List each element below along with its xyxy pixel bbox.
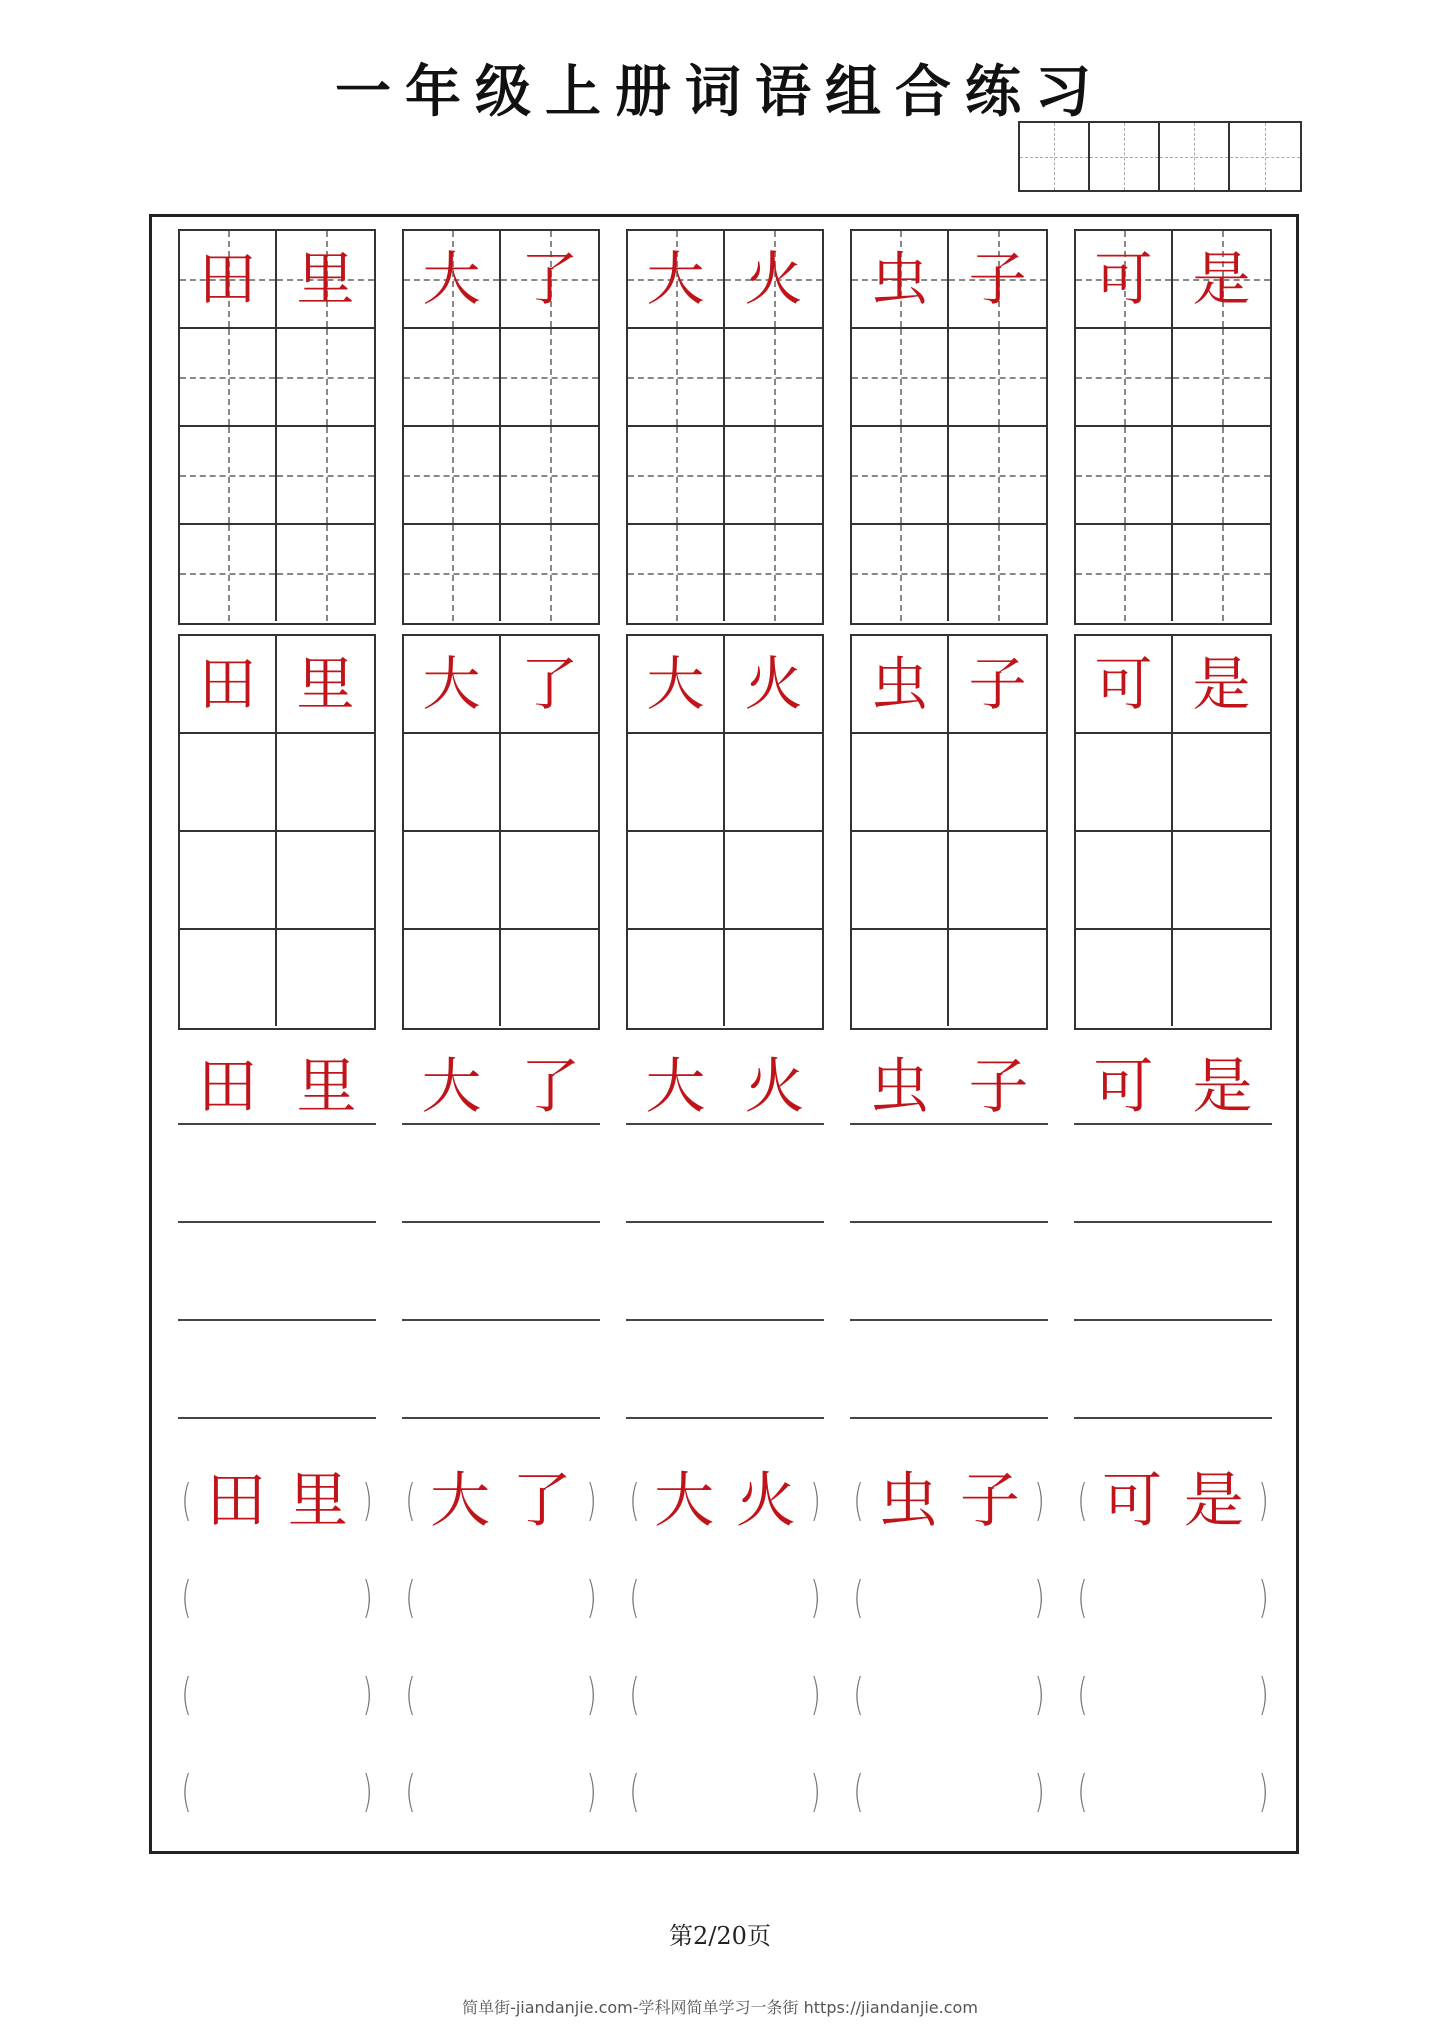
example-cell bbox=[949, 231, 1046, 327]
bracket-group bbox=[402, 1452, 600, 1840]
example-cell bbox=[1076, 636, 1173, 732]
writing-cell[interactable] bbox=[180, 329, 277, 425]
writing-cell[interactable] bbox=[1173, 329, 1270, 425]
example-cell bbox=[180, 636, 277, 732]
practice-row bbox=[180, 930, 374, 1028]
writing-line[interactable] bbox=[178, 1223, 376, 1321]
practice-row bbox=[1076, 930, 1270, 1028]
word-char: 了 bbox=[511, 1465, 572, 1536]
example-cell bbox=[725, 636, 822, 732]
writing-line[interactable] bbox=[1074, 1223, 1272, 1321]
writing-cell[interactable] bbox=[1076, 525, 1173, 621]
left-paren: ( bbox=[181, 1668, 192, 1720]
example-bracket-row bbox=[178, 1452, 376, 1549]
example-cell bbox=[628, 231, 725, 327]
writing-cell[interactable] bbox=[628, 832, 725, 928]
word-char: 可 bbox=[1094, 650, 1153, 718]
word-char: 大 bbox=[422, 650, 481, 718]
word-char: 虫 bbox=[870, 245, 929, 313]
example-cell bbox=[277, 636, 374, 732]
underline-group bbox=[402, 1045, 600, 1419]
writing-cell[interactable] bbox=[1076, 329, 1173, 425]
writing-cell[interactable] bbox=[628, 734, 725, 830]
writing-cell[interactable] bbox=[277, 734, 374, 830]
writing-cell[interactable] bbox=[628, 427, 725, 523]
practice-row bbox=[628, 525, 822, 623]
word-char: 里 bbox=[296, 650, 355, 718]
writing-cell[interactable] bbox=[404, 427, 501, 523]
writing-line[interactable] bbox=[1074, 1125, 1272, 1223]
writing-bracket-row[interactable] bbox=[178, 1646, 376, 1743]
example-cell bbox=[1076, 231, 1173, 327]
left-paren: ( bbox=[181, 1571, 192, 1623]
example-row bbox=[180, 636, 374, 734]
practice-row bbox=[404, 930, 598, 1028]
writing-bracket-row[interactable] bbox=[1074, 1646, 1272, 1743]
right-paren: ) bbox=[586, 1571, 597, 1623]
practice-row bbox=[852, 832, 1046, 930]
left-paren: ( bbox=[853, 1668, 864, 1720]
word-char: 里 bbox=[287, 1465, 348, 1536]
right-paren: ) bbox=[586, 1668, 597, 1720]
practice-row bbox=[180, 427, 374, 525]
practice-row bbox=[1076, 525, 1270, 623]
practice-row bbox=[180, 329, 374, 427]
example-row bbox=[852, 231, 1046, 329]
underline-group bbox=[1074, 1045, 1272, 1419]
writing-cell[interactable] bbox=[1173, 427, 1270, 523]
writing-cell[interactable] bbox=[852, 427, 949, 523]
example-bracket-row bbox=[626, 1452, 824, 1549]
writing-bracket-row[interactable] bbox=[850, 1743, 1048, 1840]
writing-bracket-row[interactable] bbox=[626, 1549, 824, 1646]
practice-row bbox=[1076, 329, 1270, 427]
word-char: 子 bbox=[959, 1465, 1020, 1536]
writing-bracket-row[interactable] bbox=[178, 1743, 376, 1840]
left-paren: ( bbox=[405, 1668, 416, 1720]
left-paren: ( bbox=[629, 1571, 640, 1623]
word-char: 虫 bbox=[869, 1052, 930, 1122]
word-char: 大 bbox=[654, 1465, 715, 1536]
example-line bbox=[1074, 1045, 1272, 1125]
writing-line[interactable] bbox=[178, 1125, 376, 1223]
practice-row bbox=[180, 832, 374, 930]
example-cell bbox=[180, 231, 277, 327]
tianzige-group bbox=[626, 229, 824, 625]
left-paren: ( bbox=[1077, 1571, 1088, 1623]
left-paren: ( bbox=[629, 1765, 640, 1817]
writing-bracket-row[interactable] bbox=[1074, 1549, 1272, 1646]
writing-cell[interactable] bbox=[277, 930, 374, 1026]
word-char: 大 bbox=[645, 1052, 706, 1122]
tianzige-group bbox=[1074, 229, 1272, 625]
bracket-content bbox=[867, 1465, 1031, 1536]
writing-bracket-row[interactable] bbox=[850, 1646, 1048, 1743]
writing-bracket-row[interactable] bbox=[178, 1549, 376, 1646]
right-paren: ) bbox=[1034, 1571, 1045, 1623]
word-char: 是 bbox=[1183, 1465, 1244, 1536]
word-char: 田 bbox=[198, 650, 257, 718]
tianzige-group bbox=[178, 229, 376, 625]
writing-cell[interactable] bbox=[852, 525, 949, 621]
footer-text: 简单街-jiandanjie.com-学科网简单学习一条街 https://jiandanjie.com bbox=[462, 1998, 978, 2017]
example-line bbox=[626, 1045, 824, 1125]
word-char: 子 bbox=[968, 245, 1027, 313]
writing-cell[interactable] bbox=[725, 329, 822, 425]
left-paren: ( bbox=[853, 1474, 864, 1526]
bracket-group bbox=[850, 1452, 1048, 1840]
left-paren: ( bbox=[405, 1765, 416, 1817]
word-char: 火 bbox=[735, 1465, 796, 1536]
practice-row bbox=[404, 329, 598, 427]
right-paren: ) bbox=[810, 1474, 821, 1526]
writing-cell[interactable] bbox=[628, 329, 725, 425]
example-row bbox=[852, 636, 1046, 734]
fangge-group bbox=[402, 634, 600, 1030]
example-bracket-row bbox=[850, 1452, 1048, 1549]
example-cell bbox=[1173, 231, 1270, 327]
score-box[interactable] bbox=[1230, 123, 1300, 190]
page-title: 一年级上册词语组合练习 bbox=[335, 59, 1105, 125]
bracket-content bbox=[1091, 1465, 1255, 1536]
right-paren: ) bbox=[810, 1668, 821, 1720]
word-char: 田 bbox=[197, 1052, 258, 1122]
right-paren: ) bbox=[1034, 1474, 1045, 1526]
left-paren: ( bbox=[405, 1571, 416, 1623]
underline-group bbox=[626, 1045, 824, 1419]
writing-bracket-row[interactable] bbox=[1074, 1743, 1272, 1840]
practice-row bbox=[628, 832, 822, 930]
practice-row bbox=[628, 329, 822, 427]
word-char: 火 bbox=[744, 1052, 805, 1122]
word-char: 是 bbox=[1192, 650, 1251, 718]
writing-cell[interactable] bbox=[180, 930, 277, 1026]
writing-cell[interactable] bbox=[404, 930, 501, 1026]
writing-cell[interactable] bbox=[1173, 832, 1270, 928]
fangge-group bbox=[850, 634, 1048, 1030]
writing-cell[interactable] bbox=[628, 525, 725, 621]
writing-line[interactable] bbox=[1074, 1321, 1272, 1419]
bracket-group bbox=[626, 1452, 824, 1840]
writing-cell[interactable] bbox=[404, 329, 501, 425]
word-char: 火 bbox=[744, 650, 803, 718]
right-paren: ) bbox=[1258, 1571, 1269, 1623]
example-cell bbox=[404, 636, 501, 732]
writing-bracket-row[interactable] bbox=[850, 1549, 1048, 1646]
example-row bbox=[1076, 231, 1270, 329]
left-paren: ( bbox=[405, 1474, 416, 1526]
example-cell bbox=[852, 636, 949, 732]
practice-row bbox=[404, 525, 598, 623]
word-char: 了 bbox=[520, 245, 579, 313]
writing-bracket-row[interactable] bbox=[626, 1646, 824, 1743]
practice-row bbox=[628, 734, 822, 832]
writing-cell[interactable] bbox=[949, 329, 1046, 425]
right-paren: ) bbox=[362, 1765, 373, 1817]
left-paren: ( bbox=[181, 1474, 192, 1526]
practice-row bbox=[628, 930, 822, 1028]
example-bracket-row bbox=[402, 1452, 600, 1549]
bracket-group bbox=[178, 1452, 376, 1840]
fangge-group bbox=[626, 634, 824, 1030]
word-char: 了 bbox=[520, 1052, 581, 1122]
example-cell bbox=[501, 636, 598, 732]
score-box[interactable] bbox=[1090, 123, 1160, 190]
writing-cell[interactable] bbox=[852, 734, 949, 830]
writing-line[interactable] bbox=[850, 1125, 1048, 1223]
fangge-group bbox=[1074, 634, 1272, 1030]
writing-cell[interactable] bbox=[404, 525, 501, 621]
word-char: 子 bbox=[968, 1052, 1029, 1122]
writing-cell[interactable] bbox=[949, 525, 1046, 621]
practice-row bbox=[852, 329, 1046, 427]
writing-cell[interactable] bbox=[277, 832, 374, 928]
writing-line[interactable] bbox=[626, 1321, 824, 1419]
writing-line[interactable] bbox=[626, 1125, 824, 1223]
word-char: 大 bbox=[430, 1465, 491, 1536]
writing-cell[interactable] bbox=[501, 525, 598, 621]
word-char: 大 bbox=[646, 650, 705, 718]
practice-row bbox=[404, 832, 598, 930]
left-paren: ( bbox=[853, 1571, 864, 1623]
writing-line[interactable] bbox=[178, 1321, 376, 1419]
right-paren: ) bbox=[586, 1765, 597, 1817]
example-cell bbox=[277, 231, 374, 327]
right-paren: ) bbox=[810, 1765, 821, 1817]
writing-cell[interactable] bbox=[949, 427, 1046, 523]
writing-cell[interactable] bbox=[501, 329, 598, 425]
right-paren: ) bbox=[1034, 1765, 1045, 1817]
writing-cell[interactable] bbox=[725, 525, 822, 621]
practice-row bbox=[404, 427, 598, 525]
word-char: 是 bbox=[1192, 245, 1251, 313]
practice-row bbox=[852, 930, 1046, 1028]
example-row bbox=[628, 636, 822, 734]
practice-row bbox=[180, 734, 374, 832]
writing-cell[interactable] bbox=[277, 329, 374, 425]
writing-cell[interactable] bbox=[277, 525, 374, 621]
writing-cell[interactable] bbox=[501, 734, 598, 830]
writing-cell[interactable] bbox=[628, 930, 725, 1026]
word-char: 虫 bbox=[870, 650, 929, 718]
writing-cell[interactable] bbox=[852, 930, 949, 1026]
bracket-content bbox=[419, 1465, 583, 1536]
score-box[interactable] bbox=[1160, 123, 1230, 190]
example-cell bbox=[725, 231, 822, 327]
writing-line[interactable] bbox=[850, 1321, 1048, 1419]
score-boxes bbox=[1018, 121, 1302, 192]
writing-line[interactable] bbox=[850, 1223, 1048, 1321]
writing-cell[interactable] bbox=[180, 734, 277, 830]
right-paren: ) bbox=[1258, 1765, 1269, 1817]
writing-cell[interactable] bbox=[1076, 832, 1173, 928]
example-row bbox=[628, 231, 822, 329]
left-paren: ( bbox=[181, 1765, 192, 1817]
writing-cell[interactable] bbox=[852, 329, 949, 425]
word-char: 可 bbox=[1102, 1465, 1163, 1536]
tianzige-group bbox=[850, 229, 1048, 625]
writing-cell[interactable] bbox=[725, 930, 822, 1026]
writing-cell[interactable] bbox=[404, 832, 501, 928]
writing-line[interactable] bbox=[402, 1223, 600, 1321]
word-char: 大 bbox=[422, 245, 481, 313]
word-char: 可 bbox=[1094, 245, 1153, 313]
practice-row bbox=[180, 525, 374, 623]
writing-cell[interactable] bbox=[949, 734, 1046, 830]
word-char: 田 bbox=[198, 245, 257, 313]
writing-bracket-row[interactable] bbox=[402, 1646, 600, 1743]
right-paren: ) bbox=[362, 1668, 373, 1720]
example-cell bbox=[949, 636, 1046, 732]
writing-cell[interactable] bbox=[1173, 525, 1270, 621]
right-paren: ) bbox=[810, 1571, 821, 1623]
writing-cell[interactable] bbox=[404, 734, 501, 830]
right-paren: ) bbox=[586, 1474, 597, 1526]
word-char: 田 bbox=[206, 1465, 267, 1536]
example-bracket-row bbox=[1074, 1452, 1272, 1549]
bracket-content bbox=[195, 1465, 359, 1536]
writing-cell[interactable] bbox=[1076, 930, 1173, 1026]
word-char: 火 bbox=[744, 245, 803, 313]
left-paren: ( bbox=[629, 1668, 640, 1720]
fangge-group bbox=[178, 634, 376, 1030]
example-line bbox=[178, 1045, 376, 1125]
left-paren: ( bbox=[629, 1474, 640, 1526]
word-char: 可 bbox=[1093, 1052, 1154, 1122]
writing-cell[interactable] bbox=[725, 832, 822, 928]
right-paren: ) bbox=[362, 1571, 373, 1623]
example-row bbox=[180, 231, 374, 329]
writing-cell[interactable] bbox=[949, 832, 1046, 928]
writing-bracket-row[interactable] bbox=[402, 1549, 600, 1646]
practice-row bbox=[628, 427, 822, 525]
tianzige-group bbox=[402, 229, 600, 625]
writing-cell[interactable] bbox=[501, 427, 598, 523]
writing-cell[interactable] bbox=[277, 427, 374, 523]
left-paren: ( bbox=[1077, 1474, 1088, 1526]
word-char: 了 bbox=[520, 650, 579, 718]
writing-cell[interactable] bbox=[949, 930, 1046, 1026]
writing-cell[interactable] bbox=[180, 427, 277, 523]
practice-row bbox=[852, 525, 1046, 623]
practice-row bbox=[1076, 427, 1270, 525]
word-char: 大 bbox=[646, 245, 705, 313]
writing-cell[interactable] bbox=[1076, 427, 1173, 523]
right-paren: ) bbox=[1034, 1668, 1045, 1720]
writing-cell[interactable] bbox=[1173, 930, 1270, 1026]
page-number: 第2/20页 bbox=[669, 1922, 771, 1950]
score-box[interactable] bbox=[1020, 123, 1090, 190]
word-char: 里 bbox=[296, 1052, 357, 1122]
writing-cell[interactable] bbox=[180, 525, 277, 621]
example-row bbox=[404, 636, 598, 734]
word-char: 子 bbox=[968, 650, 1027, 718]
example-row bbox=[404, 231, 598, 329]
example-row bbox=[1076, 636, 1270, 734]
word-char: 大 bbox=[421, 1052, 482, 1122]
word-char: 里 bbox=[296, 245, 355, 313]
writing-cell[interactable] bbox=[725, 427, 822, 523]
example-line bbox=[402, 1045, 600, 1125]
bracket-content bbox=[643, 1465, 807, 1536]
writing-bracket-row[interactable] bbox=[402, 1743, 600, 1840]
writing-line[interactable] bbox=[402, 1125, 600, 1223]
example-cell bbox=[852, 231, 949, 327]
practice-row bbox=[1076, 734, 1270, 832]
writing-line[interactable] bbox=[402, 1321, 600, 1419]
right-paren: ) bbox=[1258, 1474, 1269, 1526]
bracket-group bbox=[1074, 1452, 1272, 1840]
practice-row bbox=[404, 734, 598, 832]
writing-cell[interactable] bbox=[501, 930, 598, 1026]
writing-cell[interactable] bbox=[852, 832, 949, 928]
example-cell bbox=[404, 231, 501, 327]
writing-cell[interactable] bbox=[501, 832, 598, 928]
writing-cell[interactable] bbox=[1173, 734, 1270, 830]
writing-cell[interactable] bbox=[1076, 734, 1173, 830]
example-cell bbox=[501, 231, 598, 327]
left-paren: ( bbox=[1077, 1765, 1088, 1817]
left-paren: ( bbox=[1077, 1668, 1088, 1720]
underline-group bbox=[850, 1045, 1048, 1419]
practice-row bbox=[852, 427, 1046, 525]
example-cell bbox=[628, 636, 725, 732]
left-paren: ( bbox=[853, 1765, 864, 1817]
writing-cell[interactable] bbox=[180, 832, 277, 928]
example-line bbox=[850, 1045, 1048, 1125]
underline-group bbox=[178, 1045, 376, 1419]
writing-line[interactable] bbox=[626, 1223, 824, 1321]
writing-cell[interactable] bbox=[725, 734, 822, 830]
right-paren: ) bbox=[1258, 1668, 1269, 1720]
writing-bracket-row[interactable] bbox=[626, 1743, 824, 1840]
right-paren: ) bbox=[362, 1474, 373, 1526]
practice-row bbox=[1076, 832, 1270, 930]
practice-row bbox=[852, 734, 1046, 832]
example-cell bbox=[1173, 636, 1270, 732]
word-char: 虫 bbox=[878, 1465, 939, 1536]
word-char: 是 bbox=[1192, 1052, 1253, 1122]
